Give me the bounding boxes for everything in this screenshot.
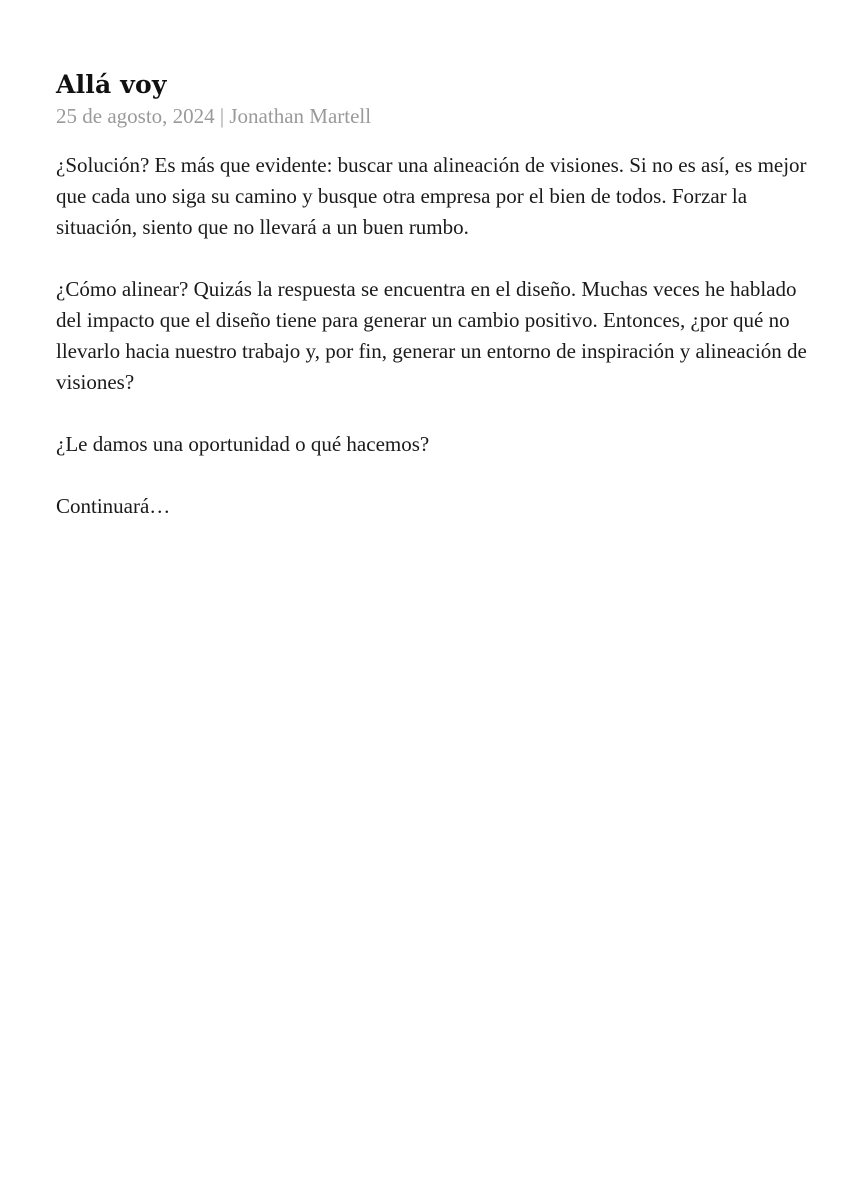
post-paragraph: ¿Le damos una oportunidad o qué hacemos? bbox=[56, 432, 430, 456]
post-meta bbox=[56, 102, 826, 130]
meta-separator: | bbox=[219, 104, 225, 128]
post-body bbox=[56, 150, 826, 522]
blog-post bbox=[56, 68, 826, 553]
post-title: Allá voy bbox=[56, 70, 167, 99]
post-paragraph: ¿Cómo alinear? Quizás la respuesta se encuentra en el diseño. Muchas veces he hablado del impacto que el diseño tiene para generar un cambio positivo. Entonces, ¿por qué no llevarlo hacia nuestro trabajo y, por fin, generar un entorno de inspiración y alineación de visiones? bbox=[56, 277, 807, 394]
post-paragraph: Continuará… bbox=[56, 494, 171, 518]
post-paragraph: ¿Solución? Es más que evidente: buscar una alineación de visiones. Si no es así, es mejor que cada uno siga su camino y busque otra empresa por el bien de todos. Forzar la situación, siento que no llevará a un buen rumbo. bbox=[56, 153, 807, 239]
post-date: 25 de agosto, 2024 bbox=[56, 104, 215, 128]
post-author: Jonathan Martell bbox=[229, 104, 372, 128]
